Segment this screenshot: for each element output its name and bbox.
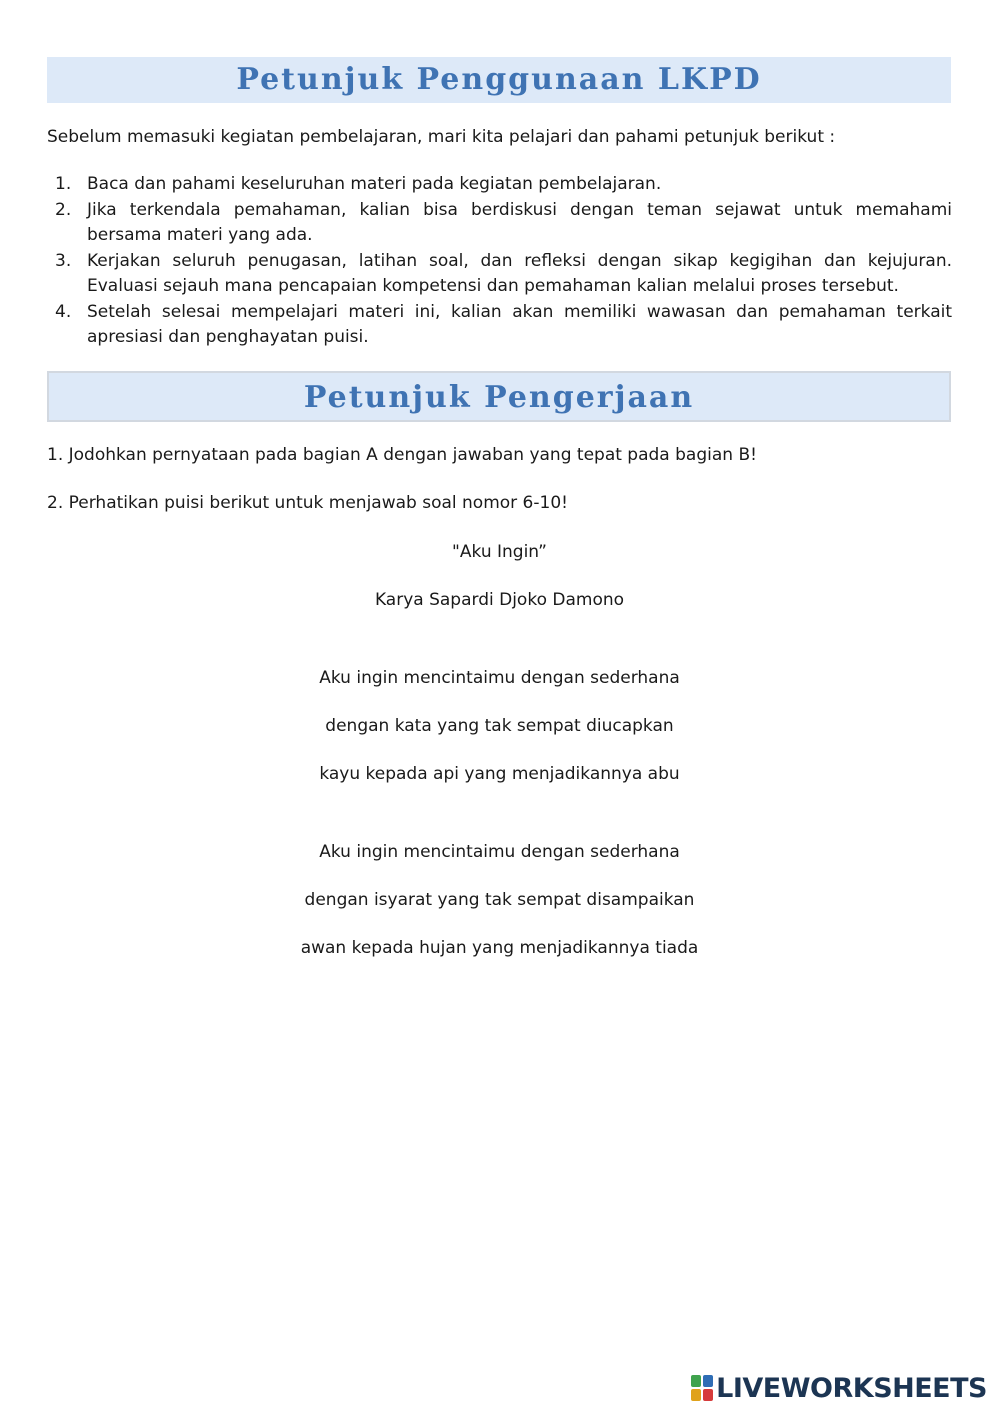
list-item (47, 172, 952, 198)
list-item (47, 249, 952, 300)
logo-block-icon (691, 1389, 701, 1401)
header-work-instructions (47, 371, 951, 422)
logo-block-icon (703, 1375, 713, 1387)
list-item-number: 1. (55, 174, 72, 194)
logo-block-icon (703, 1389, 713, 1401)
poem-line: Aku ingin mencintaimu dengan sederhana (319, 842, 680, 862)
instruction-1: 1. Jodohkan pernyataan pada bagian A dengan jawaban yang tepat pada bagian B! (47, 445, 757, 465)
list-item (47, 198, 952, 249)
list-item-number: 4. (55, 301, 72, 322)
logo-text: LIVEWORKSHEETS (716, 1372, 987, 1404)
list-item-text: Kerjakan seluruh penugasan, latihan soal, dan refleksi dengan sikap kegigihan dan kejujuran. Evaluasi sejauh mana pencapaian kompetensi dan pemahaman kalian melalui proses tersebut. (87, 250, 952, 296)
header-usage-title: Petunjuk Penggunaan LKPD (236, 62, 762, 97)
list-item-text: Setelah selesai mempelajari materi ini, kalian akan memiliki wawasan dan pemahaman terkait apresiasi dan penghayatan puisi. (87, 301, 952, 347)
poem-line: dengan isyarat yang tak sempat disampaikan (304, 890, 695, 910)
poem-line: Aku ingin mencintaimu dengan sederhana (319, 668, 680, 688)
instruction-2: 2. Perhatikan puisi berikut untuk menjawab soal nomor 6-10! (47, 493, 568, 513)
intro-text: Sebelum memasuki kegiatan pembelajaran, mari kita pelajari dan pahami petunjuk berikut : (47, 127, 836, 147)
poem-author: Karya Sapardi Djoko Damono (374, 590, 625, 610)
liveworksheets-logo (691, 1371, 987, 1405)
list-item-number: 3. (55, 250, 72, 271)
logo-blocks-icon (691, 1375, 713, 1401)
logo-block-icon (691, 1375, 701, 1387)
usage-steps-list (47, 172, 952, 351)
poem-line: kayu kepada api yang menjadikannya abu (319, 764, 680, 784)
list-item-number: 2. (55, 199, 72, 220)
poem-title: "Aku Ingin” (452, 542, 547, 562)
poem-line: awan kepada hujan yang menjadikannya tiada (300, 938, 699, 958)
list-item-text: Jika terkendala pemahaman, kalian bisa berdiskusi dengan teman sejawat untuk memahami bersama materi yang ada. (87, 199, 952, 245)
header-usage-instructions (47, 57, 951, 103)
header-work-title: Petunjuk Pengerjaan (303, 380, 695, 415)
poem-line: dengan kata yang tak sempat diucapkan (325, 716, 674, 736)
list-item (47, 300, 952, 351)
list-item-text: Baca dan pahami keseluruhan materi pada kegiatan pembelajaran. (87, 174, 662, 194)
